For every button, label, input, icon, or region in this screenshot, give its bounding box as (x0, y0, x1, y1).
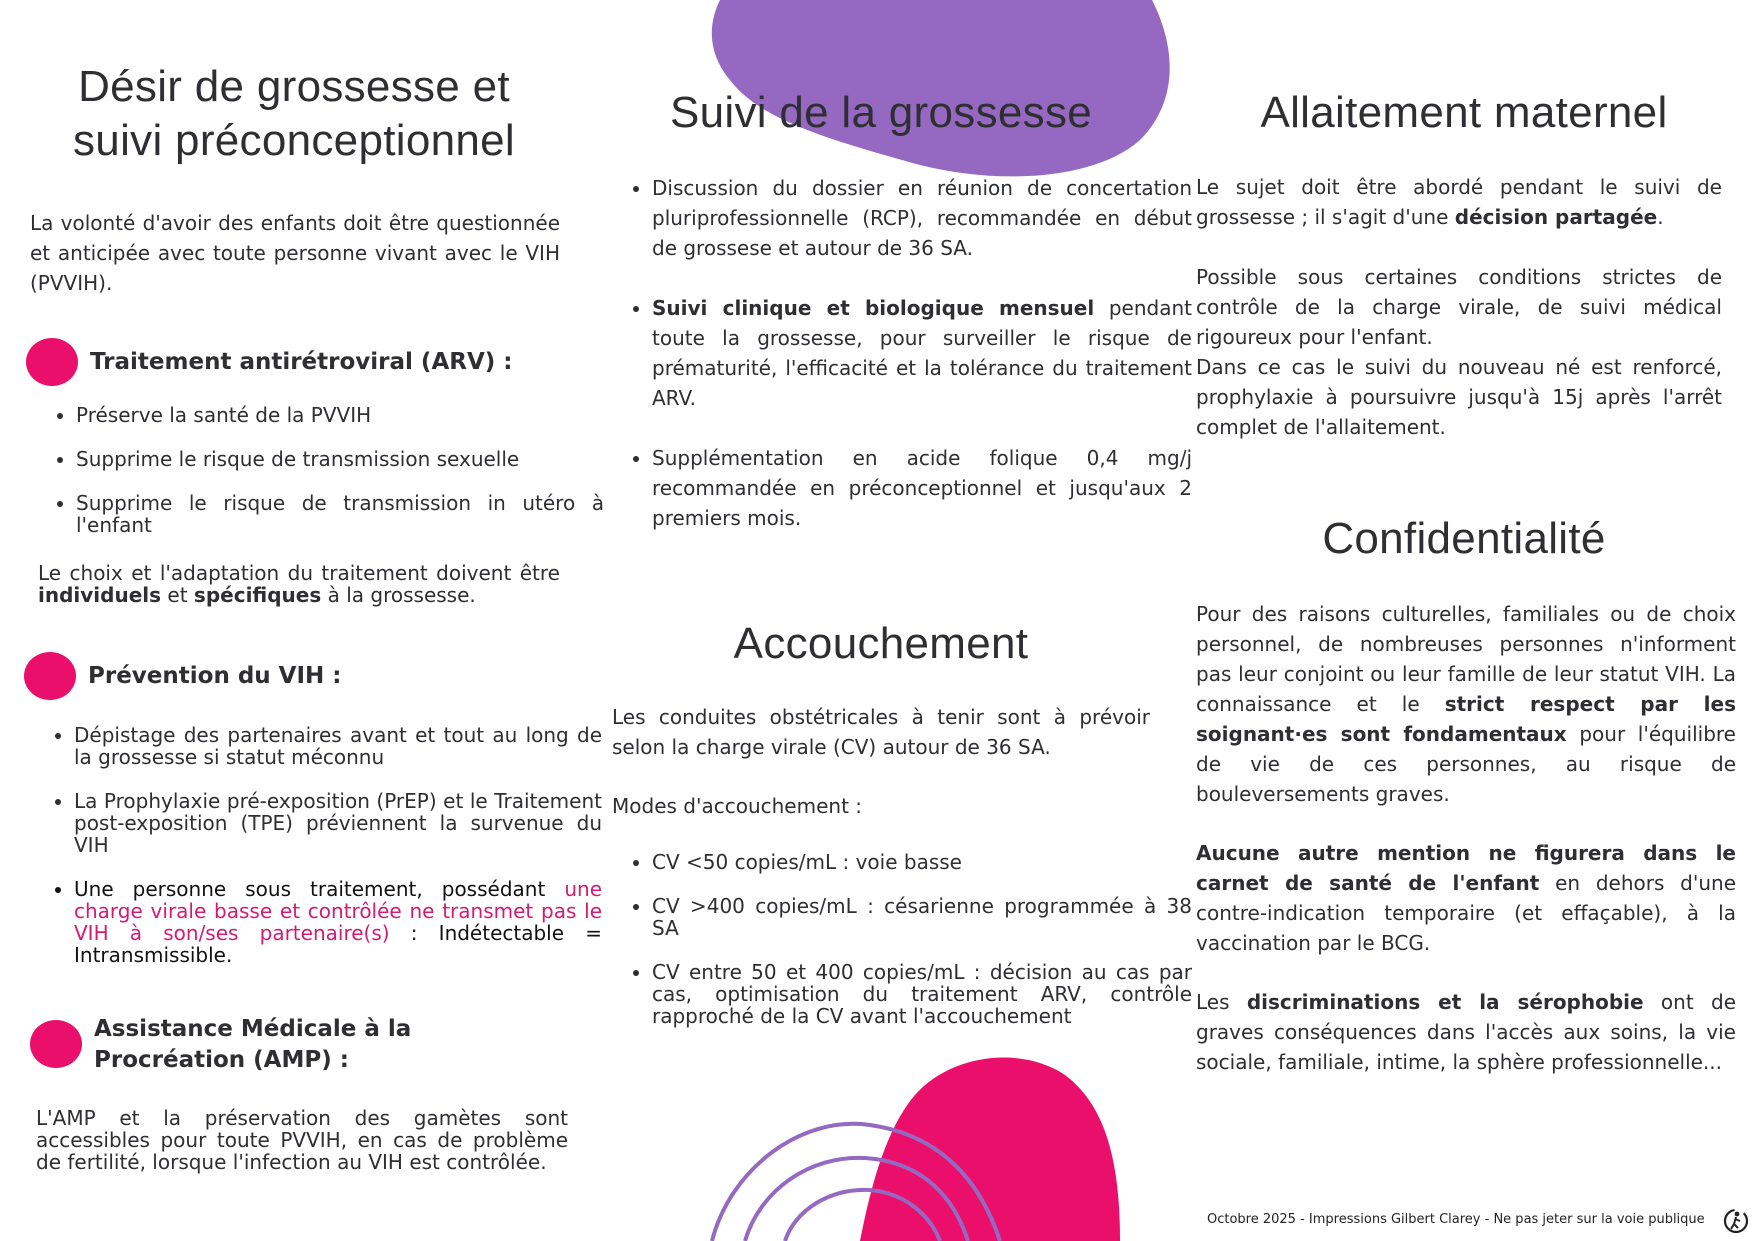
confidentialite-p2 (1196, 838, 1736, 958)
prevention-item3-post: : Indétectable = Intransmissible. (74, 921, 602, 967)
allaitement-p1-post: . (1657, 205, 1664, 229)
list-item: • La Prophylaxie pré-exposition (PrEP) et le Traitement post-exposition (TPE) préviennent la survenue du VIH (74, 790, 602, 856)
allaitement-p1-bold: décision partagée (1454, 205, 1658, 229)
conf-p1-pre: Pour des raisons culturelles, familiales ou de choix personnel, de nombreuses personnes n'informent pas leur conjoint ou leur famille de leur statut VIH. La connaissance et le (1196, 602, 1736, 716)
confidentialite-p3 (1196, 987, 1736, 1077)
conf-p3-post: ont de graves conséquences dans l'accès aux soins, la vie sociale, familiale, intime, la sphère professionnelle... (1196, 990, 1736, 1074)
list-item (652, 293, 1192, 413)
suivi-list (610, 173, 1192, 533)
conf-p3-pre: Les (1196, 990, 1247, 1014)
list-item: • CV entre 50 et 400 copies/mL : décision au cas par cas, optimisation du traitement ARV, contrôle rapproché de la CV avant l'accouchement (652, 961, 1192, 1027)
list-item: • Supprime le risque de transmission in utéro à l'enfant (76, 492, 604, 536)
list-item: • Supplémentation en acide folique 0,4 mg/j recommandée en préconceptionnel et jusqu'aux 2 premiers mois. (652, 443, 1192, 533)
list-item (74, 878, 602, 966)
allaitement-p1-pre: Le sujet doit être abordé pendant le suivi de grossesse ; il s'agit d'une (1196, 175, 1722, 229)
accouchement-modes: Modes d'accouchement : (612, 794, 862, 818)
amp-text: L'AMP et la préservation des gamètes sont accessibles pour toute PVVIH, en cas de problème de fertilité, lorsque l'infection au VIH est contrôlée. (36, 1106, 568, 1174)
col1-intro: La volonté d'avoir des enfants doit être questionnée et anticipée avec toute personne vivant avec le VIH (PVVIH). (30, 211, 560, 295)
arv-note-mid: et (161, 583, 194, 607)
allaitement-p2: Possible sous certaines conditions strictes de contrôle de la charge virale, de suivi médical rigoureux pour l'enfant. (1196, 265, 1722, 349)
amp-heading (30, 1014, 411, 1076)
amp-title-line1: Assistance Médicale à la (94, 1016, 412, 1042)
col1-title (28, 60, 560, 168)
prevention-item3-highlight: une charge virale basse et contrôlée ne transmet pas le VIH à son/ses partenaire(s) (74, 877, 602, 945)
confidentialite-p1 (1196, 599, 1736, 809)
accouchement-list (610, 851, 1192, 1027)
col1-title-line1: Désir de grossesse et (78, 62, 510, 111)
list-item: • Dépistage des partenaires avant et tout au long de la grossesse si statut méconnu (74, 724, 602, 768)
recycle-person-icon (1722, 1208, 1750, 1234)
arv-heading (26, 338, 512, 386)
confidentialite-title: Confidentialité (1322, 514, 1606, 563)
allaitement-p1 (1196, 172, 1722, 232)
list-item: • CV >400 copies/mL : césarienne programmée à 38 SA (652, 895, 1192, 939)
footer-text: Octobre 2025 - Impressions Gilbert Clarey - Ne pas jeter sur la voie publique (1207, 1212, 1705, 1227)
allaitement-p3: Dans ce cas le suivi du nouveau né est renforcé, prophylaxie à poursuivre jusqu'à 15j après l'arrêt complet de l'allaitement. (1196, 355, 1722, 439)
arv-note-bold2: spécifiques (193, 583, 322, 607)
list-item: • CV <50 copies/mL : voie basse (652, 851, 1192, 873)
pink-dot-icon (30, 1020, 82, 1068)
column-desir-grossesse (28, 60, 560, 168)
list-item: • Supprime le risque de transmission sexuelle (76, 448, 604, 470)
prevention-title: Prévention du VIH : (88, 663, 342, 689)
conf-p3-bold: discriminations et la sérophobie (1246, 990, 1644, 1014)
pink-blob-decoration (700, 1050, 1180, 1241)
pink-dot-icon (24, 652, 76, 700)
pink-dot-icon (26, 338, 78, 386)
suivi-title: Suivi de la grossesse (669, 88, 1093, 137)
suivi-item2-bold: Suivi clinique et biologique mensuel (652, 296, 1095, 320)
conf-p2-bold: Aucune autre mention ne figurera dans le carnet de santé de l'enfant (1196, 841, 1736, 895)
conf-p1-post: pour l'équilibre de vie de ces personnes, au risque de bouleversements graves. (1196, 722, 1736, 806)
prevention-heading (24, 652, 341, 700)
amp-title (94, 1014, 411, 1076)
arv-note (38, 562, 560, 606)
conf-p1-bold: strict respect par les soignant·es sont fondamentaux (1196, 692, 1736, 746)
arv-list (34, 404, 604, 536)
arv-note-bold1: individuels (38, 583, 162, 607)
accouchement-intro: Les conduites obstétricales à tenir sont à prévoir selon la charge virale (CV) autour de 36 SA. (612, 705, 1150, 759)
conf-p2-post: en dehors d'une contre-indication temporaire (et effaçable), à la vaccination par le BCG. (1196, 871, 1736, 955)
allaitement-title: Allaitement maternel (1260, 88, 1668, 137)
list-item: • Préserve la santé de la PVVIH (76, 404, 604, 426)
suivi-item2-rest: pendant toute la grossesse, pour surveiller le risque de prématurité, l'efficacité et la tolérance du traitement ARV. (652, 296, 1192, 410)
arv-note-post: à la grossesse. (321, 583, 476, 607)
prevention-item3-pre: Une personne sous traitement, possédant (74, 877, 565, 901)
arv-note-pre: Le choix et l'adaptation du traitement doivent être (38, 561, 560, 585)
arv-title: Traitement antirétroviral (ARV) : (90, 349, 513, 375)
amp-title-line2: Procréation (AMP) : (94, 1047, 349, 1073)
col1-title-line2: suivi préconceptionnel (73, 116, 515, 165)
list-item: • Discussion du dossier en réunion de concertation pluriprofessionnelle (RCP), recommandée en début de grossese et autour de 36 SA. (652, 173, 1192, 263)
accouchement-title: Accouchement (733, 619, 1029, 668)
prevention-list (32, 724, 602, 966)
